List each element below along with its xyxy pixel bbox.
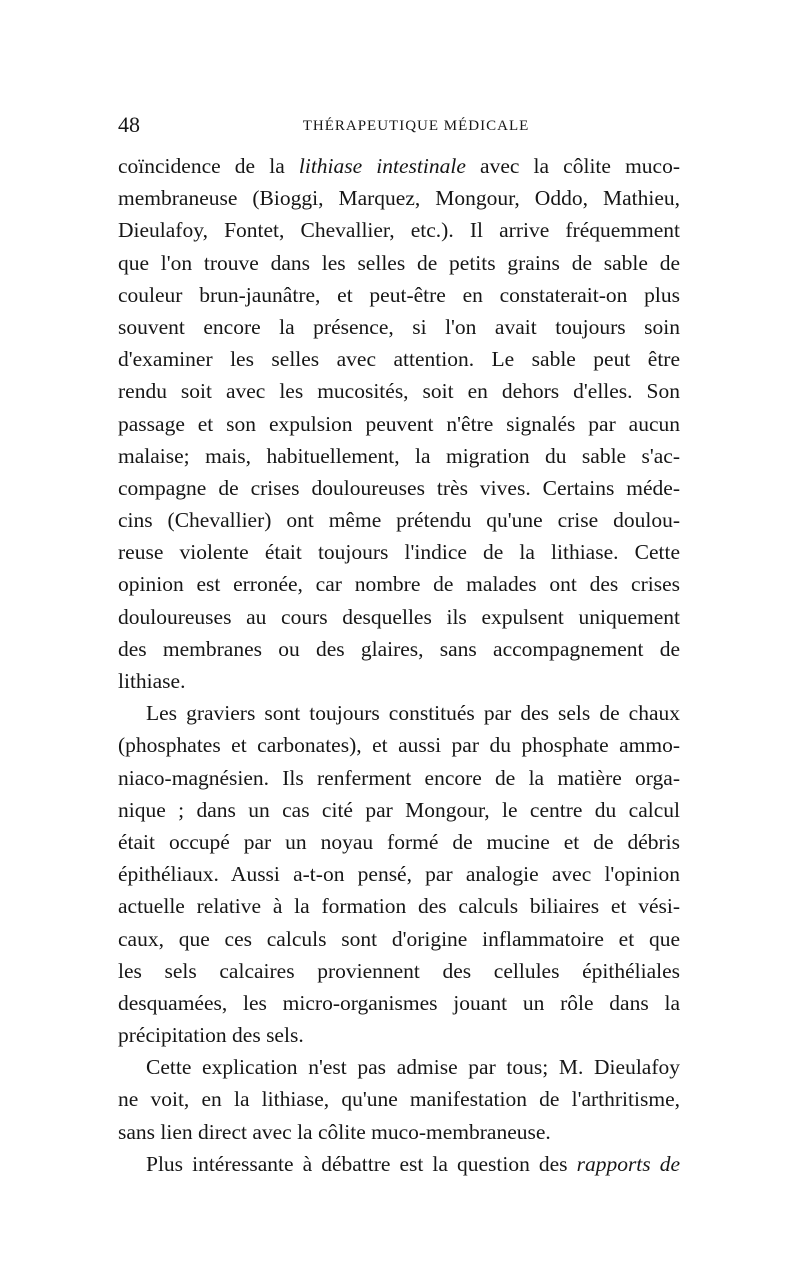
text-line: Cette explication n'est pas admise par tous; M. Dieulafoy <box>146 1055 680 1080</box>
text-line: desquamées, les micro-organismes jouant un rôle dans la <box>118 990 680 1015</box>
text-line: ne voit, en la lithiase, qu'une manifestation de l'arthritisme, <box>118 1087 680 1112</box>
text-line: membraneuse (Bioggi, Marquez, Mongour, Oddo, Mathieu, <box>118 186 680 211</box>
text-line: était occupé par un noyau formé de mucine et de débris <box>118 829 680 854</box>
text-line: rendu soit avec les mucosités, soit en dehors d'elles. Son <box>118 379 680 404</box>
text-line: cins (Chevallier) ont même prétendu qu'une crise doulou- <box>118 508 680 533</box>
text-line: (phosphates et carbonates), et aussi par du phosphate ammo- <box>118 733 680 758</box>
paragraph-3 <box>118 1051 680 1148</box>
text-line: souvent encore la présence, si l'on avait toujours soin <box>118 314 680 339</box>
text-segment: Plus intéressante à débattre est la question des <box>146 1151 577 1176</box>
text-line: d'examiner les selles avec attention. Le sable peut être <box>118 347 680 372</box>
running-title: THÉRAPEUTIQUE MÉDICALE <box>302 118 530 134</box>
text-line: opinion est erronée, car nombre de malades ont des crises <box>118 572 680 597</box>
text-line: douloureuses au cours desquelles ils expulsent uniquement <box>118 604 680 629</box>
text-line: couleur brun-jaunâtre, et peut-être en constaterait-on plus <box>118 282 680 307</box>
text-line: compagne de crises douloureuses très vives. Certains méde- <box>118 475 680 500</box>
italic-term: lithiase intestinale <box>298 154 466 178</box>
page-number: 48 <box>118 112 140 137</box>
text-line: précipitation des sels. <box>118 1023 304 1048</box>
text-line: niaco-magnésien. Ils renferment encore de la matière orga- <box>118 765 680 790</box>
text-line: Les graviers sont toujours constitués par des sels de chaux <box>146 701 680 726</box>
text-line: sans lien direct avec la côlite muco-membraneuse. <box>118 1119 551 1144</box>
text-line: épithéliaux. Aussi a-t-on pensé, par analogie avec l'opinion <box>118 862 680 887</box>
text-line: Dieulafoy, Fontet, Chevallier, etc.). Il arrive fréquemment <box>118 218 680 243</box>
text-line: passage et son expulsion peuvent n'être signalés par aucun <box>118 411 680 436</box>
paragraph-2 <box>118 697 680 1051</box>
text-segment: coïncidence de la <box>118 154 299 178</box>
text-line: les sels calcaires proviennent des cellules épithéliales <box>118 958 680 983</box>
text-line: des membranes ou des glaires, sans accompagnement de <box>118 636 680 661</box>
text-line <box>118 1148 680 1180</box>
paragraph-1 <box>118 150 680 697</box>
paragraph-4 <box>118 1148 680 1180</box>
text-line: malaise; mais, habituellement, la migration du sable s'ac- <box>118 443 680 468</box>
italic-term: rapports de <box>576 1151 680 1176</box>
text-line: caux, que ces calculs sont d'origine inflammatoire et que <box>118 926 680 951</box>
text-line: nique ; dans un cas cité par Mongour, le centre du calcul <box>118 797 680 822</box>
text-line <box>118 150 680 182</box>
text-line: lithiase. <box>118 669 186 693</box>
text-line: actuelle relative à la formation des calculs biliaires et vési- <box>118 894 680 919</box>
running-head <box>118 110 680 140</box>
text-line: que l'on trouve dans les selles de petits grains de sable de <box>118 250 680 275</box>
text-line: reuse violente était toujours l'indice de la lithiase. Cette <box>118 540 680 565</box>
body-text <box>118 150 680 1180</box>
text-segment: avec la côlite muco- <box>465 154 680 178</box>
